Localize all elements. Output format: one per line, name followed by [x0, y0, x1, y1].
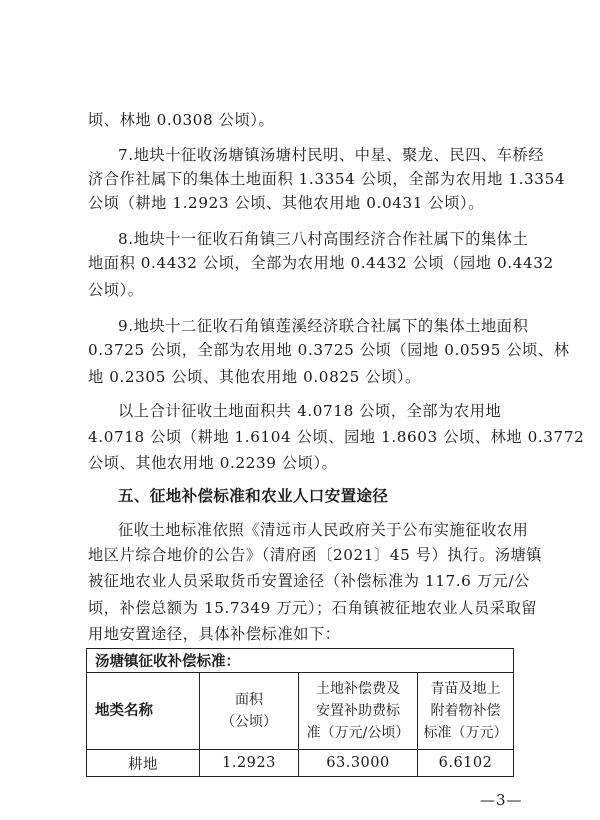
header-land-type: 地类名称	[87, 673, 200, 750]
body-line: 济合作社属下的集体土地面积 1.3354 公顷，全部为农用地 1.3354	[88, 170, 566, 188]
header-land-comp-line: 安置补助费标	[316, 703, 400, 719]
table-caption: 汤塘镇征收补偿标准：	[87, 649, 514, 673]
body-line: 地 0.2305 公顷、其他农用地 0.0825 公顷）。	[88, 368, 421, 386]
body-line: 9.地块十二征收石角镇莲溪经济联合社属下的集体土地面积	[118, 317, 529, 335]
body-line: 征收土地标准依照《清远市人民政府关于公布实施征收农用	[118, 521, 529, 539]
page-number: —3—	[480, 791, 523, 809]
header-crop-comp-line: 附着物补偿	[430, 703, 501, 719]
header-land-compensation	[299, 673, 418, 750]
header-crop-comp-line: 标准（万元）	[423, 725, 508, 741]
body-line: 被征地农业人员采取货币安置途径（补偿标准为 117.6 万元/公	[88, 572, 530, 590]
body-line: 地区片综合地价的公告》（清府函〔2021〕45 号）执行。汤塘镇	[88, 546, 543, 564]
header-area-line: （公顷）	[221, 714, 277, 730]
body-line: 8.地块十一征收石角镇三八村高围经济合作社属下的集体土	[118, 230, 529, 248]
header-crop-comp-line: 青苗及地上	[430, 681, 501, 697]
header-land-comp-line: 土地补偿费及	[316, 681, 400, 697]
cell-land-compensation: 63.3000	[299, 750, 418, 777]
body-line: 0.3725 公顷，全部为农用地 0.3725 公顷（园地 0.0595 公顷、林	[88, 341, 570, 359]
body-line: 顷，补偿总额为 15.7349 万元）；石角镇被征地农业人员采取留	[88, 599, 538, 617]
cell-land-type: 耕地	[87, 750, 200, 777]
compensation-table	[86, 648, 514, 777]
body-line: 公顷）。	[88, 281, 144, 299]
header-area-line: 面积	[235, 692, 263, 708]
body-line: 以上合计征收土地面积共 4.0718 公顷，全部为农用地	[118, 402, 502, 420]
body-line: 顷、林地 0.0308 公顷）。	[88, 111, 275, 129]
body-line: 用地安置途径，具体补偿标准如下：	[88, 625, 341, 643]
header-area	[200, 673, 299, 750]
body-line: 地面积 0.4432 公顷，全部为农用地 0.4432 公顷（园地 0.4432	[88, 254, 554, 272]
cell-area: 1.2923	[200, 750, 299, 777]
body-line: 公顷（耕地 1.2923 公顷、其他农用地 0.0431 公顷）。	[88, 194, 484, 212]
cell-crop-compensation: 6.6102	[418, 750, 514, 777]
body-line: 4.0718 公顷（耕地 1.6104 公顷、园地 1.8603 公顷、林地 0.3772	[88, 428, 585, 446]
header-land-comp-line: 准（万元/公顷）	[306, 725, 410, 741]
header-crop-compensation	[418, 673, 514, 750]
body-line: 公顷、其他农用地 0.2239 公顷）。	[88, 454, 338, 472]
body-line: 7.地块十征收汤塘镇汤塘村民明、中星、聚龙、民四、车桥经	[118, 146, 545, 164]
section-heading: 五、征地补偿标准和农业人口安置途径	[118, 487, 389, 505]
table-row	[87, 750, 514, 777]
